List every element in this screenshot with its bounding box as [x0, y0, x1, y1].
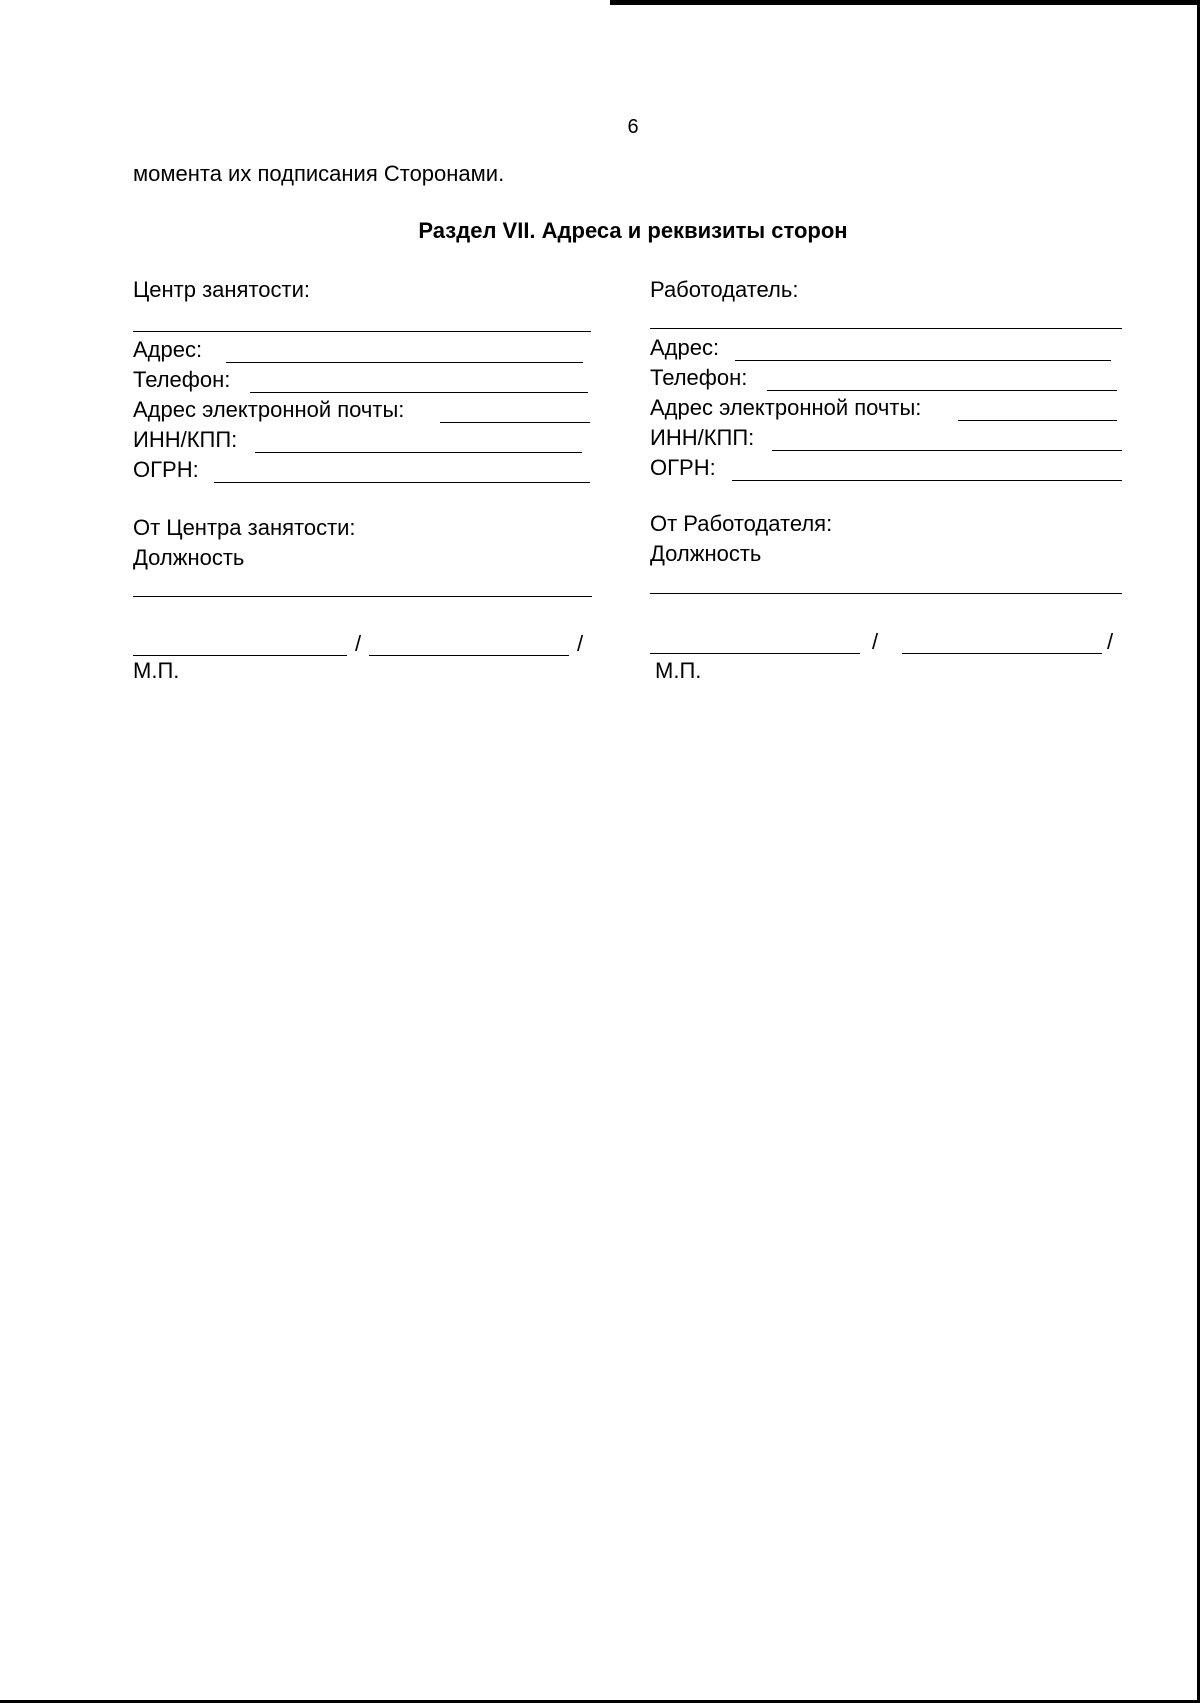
- phone-label: Телефон:: [650, 365, 748, 390]
- name-transcript-slash: /: [1107, 629, 1114, 654]
- position-blank: [650, 593, 1122, 594]
- inn-blank: [772, 450, 1122, 451]
- from-employment-center-label: От Центра занятости:: [133, 515, 356, 540]
- inn-label: ИНН/КПП:: [650, 425, 755, 450]
- ogrn-label: ОГРН:: [650, 455, 716, 480]
- party-name-blank: [133, 331, 591, 332]
- employer-column: [650, 0, 1124, 700]
- stamp-placeholder: М.П.: [133, 658, 180, 683]
- email-blank: [958, 420, 1117, 421]
- address-label: Адрес:: [133, 337, 203, 362]
- page-number: 6: [627, 116, 639, 138]
- signature-blank: [133, 655, 347, 656]
- party-name-blank: [650, 328, 1122, 329]
- signature-slash: /: [355, 631, 362, 656]
- phone-label: Телефон:: [133, 367, 231, 392]
- email-label: Адрес электронной почты:: [650, 395, 922, 420]
- address-label: Адрес:: [650, 335, 720, 360]
- address-blank: [226, 362, 583, 363]
- section-title: Раздел VII. Адреса и реквизиты сторон: [418, 218, 848, 243]
- ogrn-blank: [214, 482, 590, 483]
- position-label: Должность: [133, 545, 245, 570]
- address-blank: [735, 360, 1111, 361]
- name-transcript-slash: /: [577, 631, 584, 656]
- ogrn-label: ОГРН:: [133, 457, 199, 482]
- inn-blank: [255, 452, 582, 453]
- stamp-placeholder: М.П.: [655, 658, 702, 683]
- party-name-employment-center: Центр занятости:: [133, 277, 311, 302]
- from-employer-label: От Работодателя:: [650, 511, 833, 536]
- party-name-employer: Работодатель:: [650, 277, 799, 302]
- signature-blank: [650, 653, 860, 654]
- inn-label: ИНН/КПП:: [133, 427, 238, 452]
- phone-blank: [250, 392, 588, 393]
- name-transcript-blank: [902, 653, 1102, 654]
- email-blank: [440, 422, 590, 423]
- name-transcript-blank: [369, 655, 569, 656]
- position-blank: [133, 596, 592, 597]
- phone-blank: [767, 390, 1117, 391]
- continuation-text: момента их подписания Сторонами.: [133, 161, 505, 186]
- signature-slash: /: [872, 629, 879, 654]
- ogrn-blank: [732, 480, 1122, 481]
- position-label: Должность: [650, 541, 762, 566]
- employment-center-column: [133, 0, 593, 700]
- email-label: Адрес электронной почты:: [133, 397, 405, 422]
